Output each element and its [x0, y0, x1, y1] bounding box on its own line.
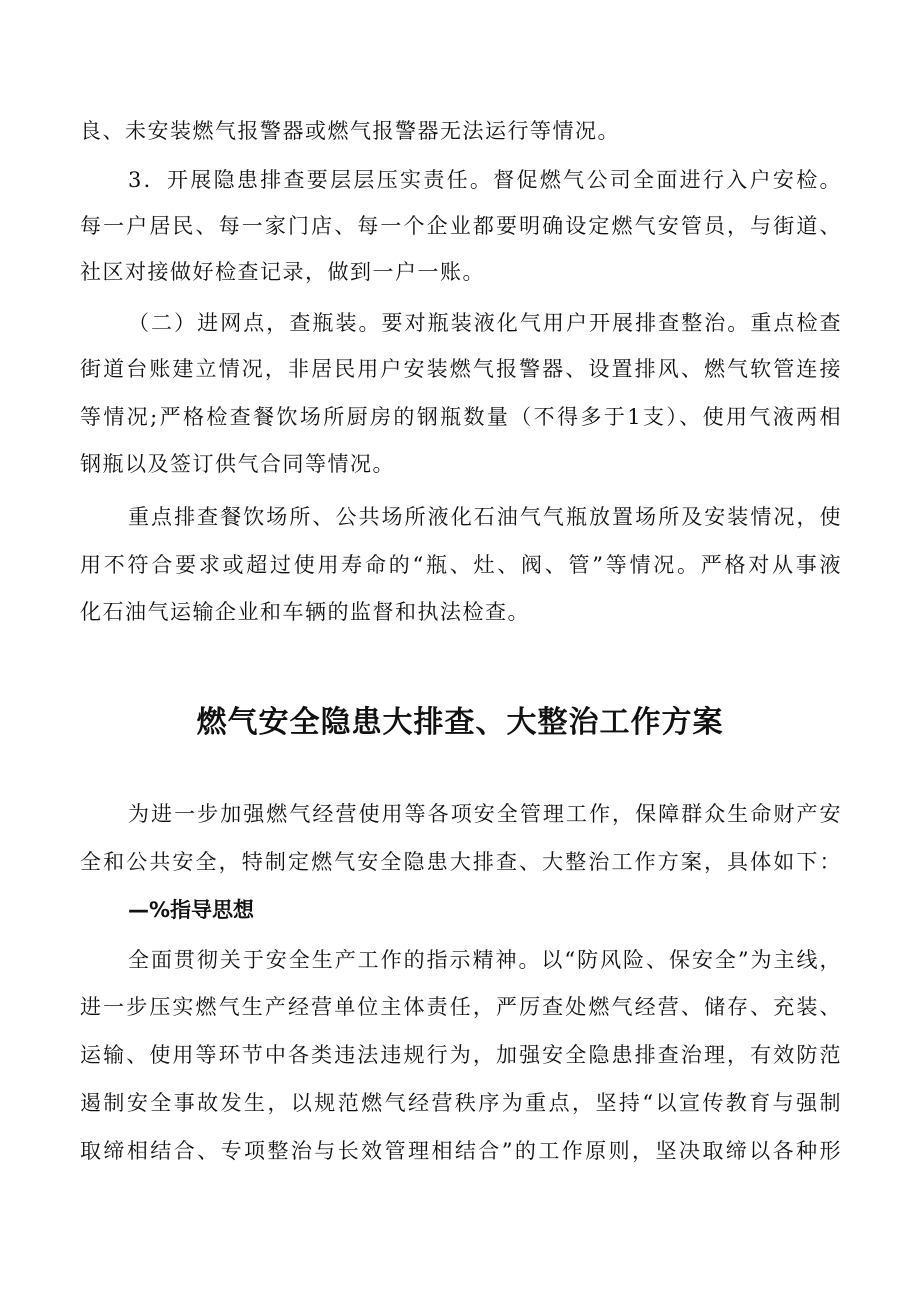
paragraph-line: 进一步压实燃气生产经营单位主体责任，严厉查处燃气经营、储存、充装、	[80, 995, 842, 1019]
paragraph-line: 良、未安装燃气报警器或燃气报警器无法运行等情况。	[80, 119, 620, 143]
paragraph-line: （二）进网点，查瓶装。要对瓶装液化气用户开展排查整治。重点检查	[128, 311, 842, 335]
paragraph-line: 重点排查餐饮场所、公共场所液化石油气气瓶放置场所及安装情况，使	[128, 505, 842, 529]
paragraph-line: 运输、使用等环节中各类违法违规行为，加强安全隐患排查治理，有效防范	[80, 1043, 842, 1067]
paragraph-line: 社区对接做好检查记录，做到一户一账。	[80, 260, 485, 284]
paragraph-line: 化石油气运输企业和车辆的监督和执法检查。	[80, 600, 530, 624]
paragraph-line: 取缔相结合、专项整治与长效管理相结合”的工作原则，坚决取缔以各种形	[80, 1139, 842, 1163]
paragraph-line: 全面贯彻关于安全生产工作的指示精神。以“防风险、保安全”为主线，	[128, 948, 842, 972]
document-title: 燃气安全隐患大排查、大整治工作方案	[196, 705, 724, 740]
paragraph-line: 每一户居民、每一家门店、每一个企业都要明确设定燃气安管员，与街道、	[80, 214, 842, 238]
paragraph-line: 全和公共安全，特制定燃气安全隐患大排查、大整治工作方案，具体如下：	[80, 850, 842, 874]
section-heading: —%指导思想	[128, 898, 255, 922]
paragraph-line: 等情况;严格检查餐饮场所厨房的钢瓶数量（不得多于1支）、使用气液两相	[80, 405, 842, 429]
paragraph-line: 为进一步加强燃气经营使用等各项安全管理工作，保障群众生命财产安	[128, 802, 842, 826]
paragraph-line: 3．开展隐患排查要层层压实责任。督促燃气公司全面进行入户安检。	[128, 168, 842, 192]
paragraph-line: 钢瓶以及签订供气合同等情况。	[80, 452, 395, 476]
paragraph-line: 街道台账建立情况，非居民用户安装燃气报警器、设置排风、燃气软管连接	[80, 357, 842, 381]
paragraph-line: 遏制安全事故发生，以规范燃气经营秩序为重点，坚持“以宣传教育与强制	[80, 1091, 842, 1115]
paragraph-line: 用不符合要求或超过使用寿命的“瓶、灶、阀、管”等情况。严格对从事液	[80, 553, 842, 577]
